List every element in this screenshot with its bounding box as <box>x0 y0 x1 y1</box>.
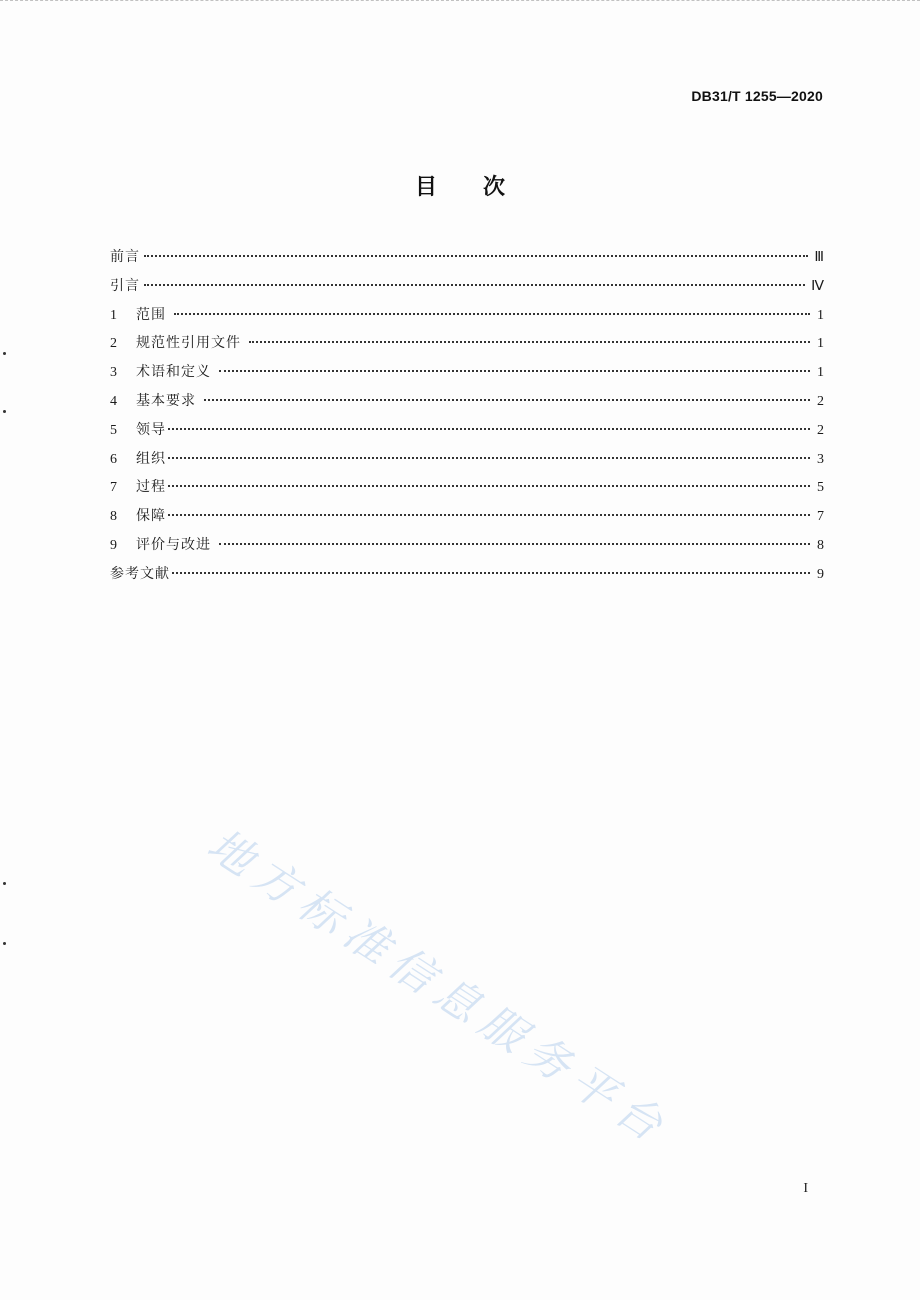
toc-entry-number: 1 <box>110 307 117 323</box>
toc-entry-terms-definitions[interactable] <box>110 361 824 390</box>
toc-entry-support[interactable] <box>110 505 824 534</box>
toc-entry-label: 评价与改进 <box>136 536 211 553</box>
toc-entry-basic-requirements[interactable] <box>110 390 824 419</box>
toc-entry-label: 组织 <box>136 450 166 467</box>
table-of-contents <box>110 246 824 592</box>
toc-entry-evaluation-improvement[interactable] <box>110 534 824 563</box>
toc-leader-dots <box>168 428 810 430</box>
toc-entry-label: 前言 <box>110 249 140 265</box>
toc-entry-label: 基本要求 <box>136 392 196 409</box>
toc-leader-dots <box>168 485 810 487</box>
toc-leader-dots <box>144 284 805 286</box>
toc-leader-dots <box>168 457 810 459</box>
toc-entry-number: 3 <box>110 365 117 381</box>
toc-entry-label: 领导 <box>136 421 166 438</box>
toc-entry-number: 5 <box>110 422 117 438</box>
toc-leader-dots <box>219 370 810 372</box>
toc-entry-number: 9 <box>110 537 117 553</box>
toc-entry-page: Ⅳ <box>811 278 824 294</box>
page-number: I <box>803 1181 808 1196</box>
toc-entry-page: 3 <box>817 451 824 467</box>
toc-entry-label: 术语和定义 <box>136 364 211 381</box>
toc-entry-organization[interactable] <box>110 448 824 477</box>
toc-entry-normative-references[interactable] <box>110 332 824 361</box>
toc-entry-label: 保障 <box>136 508 166 525</box>
page-title: 目次 <box>414 175 551 200</box>
binding-mark <box>3 352 6 355</box>
toc-entry-page: 2 <box>817 393 824 409</box>
toc-entry-process[interactable] <box>110 476 824 505</box>
toc-entry-number: 8 <box>110 509 117 525</box>
toc-entry-page: 5 <box>817 480 824 496</box>
toc-entry-page: 2 <box>817 422 824 438</box>
toc-entry-label: 引言 <box>110 277 140 294</box>
scan-top-edge <box>0 0 920 3</box>
toc-leader-dots <box>219 543 810 545</box>
toc-leader-dots <box>168 514 810 516</box>
toc-entry-scope[interactable] <box>110 304 824 333</box>
toc-entry-number: 7 <box>110 480 117 496</box>
toc-entry-number: 4 <box>110 393 117 409</box>
toc-entry-leadership[interactable] <box>110 419 824 448</box>
binding-mark <box>3 942 6 945</box>
toc-entry-page: 8 <box>817 537 824 553</box>
standard-code: DB31/T 1255—2020 <box>691 88 823 104</box>
toc-leader-dots <box>204 399 810 401</box>
toc-leader-dots <box>172 572 810 574</box>
watermark: 地方标准信息服务平台 <box>198 819 679 1157</box>
binding-mark <box>3 882 6 885</box>
toc-entry-page: 7 <box>817 509 824 525</box>
toc-entry-foreword[interactable] <box>110 246 824 275</box>
toc-leader-dots <box>174 313 810 315</box>
toc-entry-page: 1 <box>817 365 824 381</box>
toc-entry-label: 过程 <box>136 479 166 496</box>
toc-leader-dots <box>249 341 810 343</box>
toc-entry-introduction[interactable] <box>110 275 824 304</box>
toc-entry-label: 规范性引用文件 <box>136 335 241 352</box>
toc-entry-label: 参考文献 <box>110 565 170 582</box>
toc-leader-dots <box>144 255 808 257</box>
toc-entry-page: 1 <box>817 307 824 323</box>
toc-entry-page: 1 <box>817 336 824 352</box>
toc-entry-number: 2 <box>110 336 117 352</box>
toc-entry-number: 6 <box>110 451 117 467</box>
toc-entry-page: Ⅲ <box>814 250 824 265</box>
binding-mark <box>3 410 6 413</box>
toc-entry-label: 范围 <box>136 306 166 323</box>
toc-entry-page: 9 <box>817 566 824 582</box>
toc-entry-bibliography[interactable] <box>110 563 824 592</box>
